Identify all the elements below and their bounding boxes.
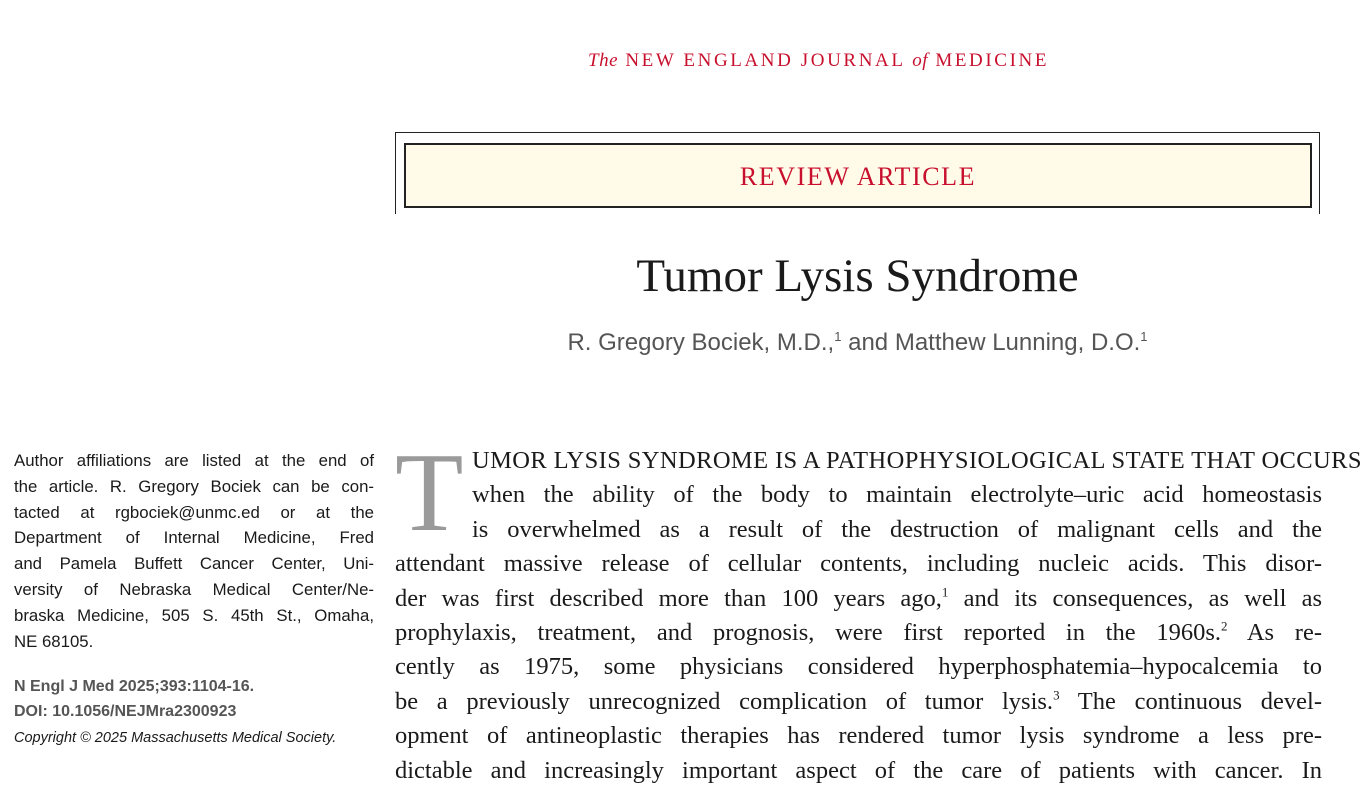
- affiliation-line: tacted at rgbociek@unmc.ed or at the: [14, 502, 374, 522]
- journal-masthead-the: The: [588, 50, 618, 71]
- journal-masthead-name-1: NEW ENGLAND JOURNAL: [625, 50, 905, 71]
- body-line: UMOR LYSIS SYNDROME IS A PATHOPHYSIOLOGICAL STATE THAT OCCURS: [472, 447, 1362, 474]
- doi-link[interactable]: DOI: 10.1056/NEJMra2300923: [14, 703, 237, 721]
- article-title: Tumor Lysis Syndrome: [636, 250, 1079, 302]
- author-2: Matthew Lunning, D.O.: [894, 329, 1141, 356]
- author-1-affiliation-ref[interactable]: 1: [834, 328, 842, 344]
- affiliation-line: Author affiliations are listed at the end of: [14, 451, 374, 470]
- body-text-run: der was first described more than 100 years ago,: [395, 584, 942, 612]
- article-body: [395, 431, 1362, 788]
- body-line: [395, 616, 1322, 650]
- section-label: REVIEW ARTICLE: [739, 161, 977, 191]
- drop-cap-letter: T: [395, 431, 464, 555]
- author-1: R. Gregory Bociek, M.D.,: [567, 329, 835, 356]
- journal-masthead-of: of: [912, 50, 928, 71]
- citation-block: [14, 674, 374, 724]
- body-text-run: be a previously unrecognized complication of tumor lysis.: [395, 687, 1054, 715]
- body-line: opment of antineoplastic therapies has rendered tumor lysis syndrome a less pre-: [395, 722, 1322, 750]
- article-sidebar: [14, 448, 374, 750]
- body-line: attendant massive release of cellular contents, including nucleic acids. This disor-: [395, 550, 1322, 578]
- author-2-affiliation-ref[interactable]: 1: [1140, 328, 1148, 344]
- author-list: [395, 327, 1320, 359]
- affiliation-line: versity of Nebraska Medical Center/Ne-: [14, 579, 374, 599]
- body-line: [395, 582, 1322, 616]
- copyright-notice: Copyright © 2025 Massachusetts Medical Society.: [14, 730, 337, 747]
- body-text-run: and its consequences, as well as: [948, 584, 1322, 612]
- affiliation-line: NE 68105.: [14, 631, 94, 651]
- body-text-run: As re-: [1227, 618, 1322, 646]
- section-banner: [404, 143, 1312, 208]
- journal-citation: N Engl J Med 2025;393:1104-16.: [14, 678, 255, 696]
- body-text-run: The continuous devel-: [1059, 687, 1322, 715]
- body-line: [395, 685, 1322, 719]
- body-line: when the ability of the body to maintain electrolyte–uric acid homeostasis: [472, 481, 1322, 509]
- body-line: cently as 1975, some physicians considered hyperphosphatemia–hypocalcemia to: [395, 653, 1322, 681]
- body-line: dictable and increasingly important aspect of the care of patients with cancer. In: [395, 756, 1322, 784]
- author-conjunction: and: [841, 329, 895, 356]
- journal-masthead-name-2: MEDICINE: [935, 50, 1050, 71]
- journal-masthead: [588, 50, 1133, 76]
- affiliation-line: Department of Internal Medicine, Fred: [14, 528, 374, 548]
- affiliation-line: the article. R. Gregory Bociek can be con-: [14, 476, 374, 496]
- author-affiliation-note: [14, 448, 374, 654]
- reference-3[interactable]: 3: [1053, 686, 1060, 702]
- body-text-run: prophylaxis, treatment, and prognosis, were first reported in the 1960s.: [395, 618, 1221, 646]
- affiliation-line: and Pamela Buffett Cancer Center, Uni-: [14, 554, 374, 574]
- reference-2[interactable]: 2: [1221, 618, 1228, 634]
- body-line: is overwhelmed as a result of the destruction of malignant cells and the: [472, 515, 1322, 543]
- affiliation-line: braska Medicine, 505 S. 45th St., Omaha,: [14, 605, 374, 625]
- reference-1[interactable]: 1: [941, 583, 949, 599]
